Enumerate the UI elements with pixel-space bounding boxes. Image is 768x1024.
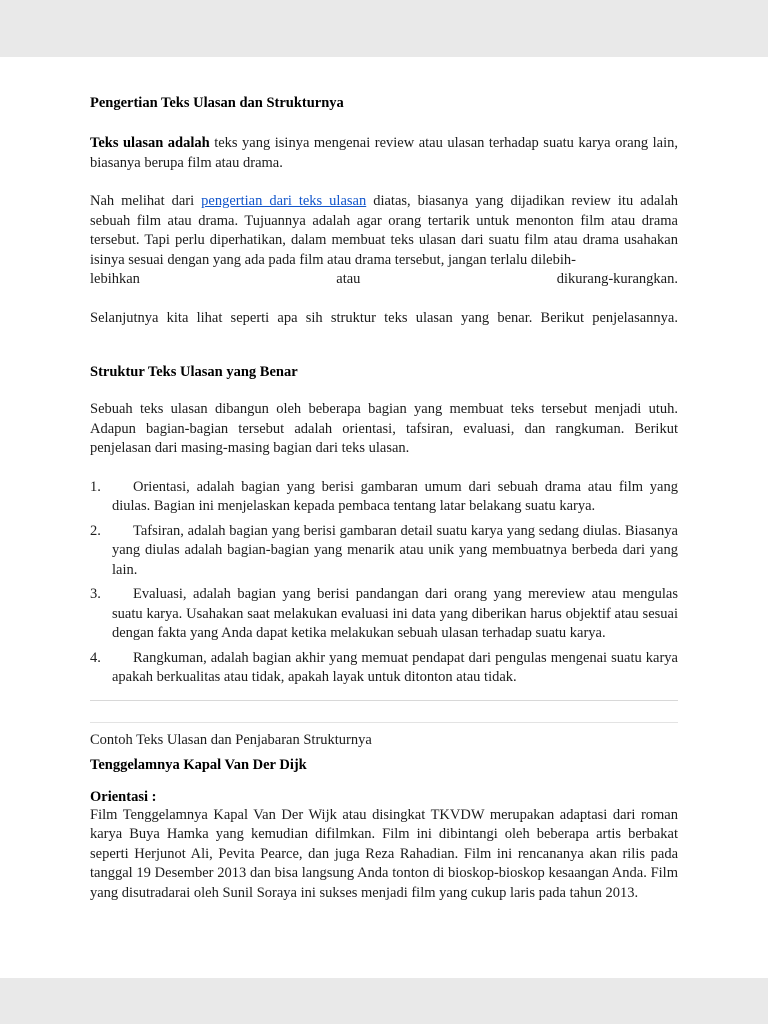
list-number: 3. <box>90 586 101 602</box>
section-divider <box>90 700 678 701</box>
structure-intro-paragraph: Sebuah teks ulasan dibangun oleh beberapa bagian yang membuat teks tersebut menjadi utuh. Adapun bagian-bagian tersebut adalah orientasi, tafsiran, evaluasi, dan rangkuman. Berikut penjelasan dari masing-masing bagian dari teks ulasan. <box>90 401 678 456</box>
pengertian-teks-ulasan-link[interactable]: pengertian dari teks ulasan <box>201 193 367 209</box>
p2-spread-word-1: lebihkan <box>90 271 140 287</box>
list-item-rangkuman <box>90 649 678 688</box>
list-item-evaluasi <box>90 585 678 644</box>
document-page <box>0 57 768 978</box>
list-text: Evaluasi, adalah bagian yang berisi pandangan dari orang yang mereview atau mengulas suatu karya. Usahakan saat melakukan evaluasi ini data yang diberikan harus objektif atau sesuai dengan fakta yang Anda dapat ketika melakukan sebuah ulasan terhadap suatu karya. <box>112 586 678 641</box>
structure-list <box>90 478 678 688</box>
list-number: 4. <box>90 649 101 666</box>
example-title: Tenggelamnya Kapal Van Der Dijk <box>90 756 307 773</box>
p2-spread-word-3: dikurang-kurangkan. <box>556 271 678 287</box>
list-number: 2. <box>90 522 101 539</box>
example-section-heading: Contoh Teks Ulasan dan Penjabaran Strukturnya <box>90 731 372 748</box>
intro-bold-lead: Teks ulasan adalah <box>90 135 210 151</box>
list-item-orientasi <box>90 478 678 517</box>
review-explanation-paragraph <box>90 192 678 270</box>
structure-section-heading: Struktur Teks Ulasan yang Benar <box>90 364 298 380</box>
example-orientasi-paragraph: Film Tenggelamnya Kapal Van Der Wijk atau disingkat TKVDW merupakan adaptasi dari roman karya Buya Hamka yang kemudian difilmkan. Film ini dibintangi oleh beberapa artis berbakat seperti Herjunot Ali, Pevita Pearce, dan juga Reza Rahadian. Film ini rencananya akan rilis pada tanggal 19 Desember 2013 dan bisa langsung Anda tonton di bioskop-bioskop kesaangan Anda. Film yang disutradarai oleh Sunil Soraya ini sukses menjadi film yang cukup laris pada tahun 2013. <box>90 806 678 901</box>
list-text: Tafsiran, adalah bagian yang berisi gambaran detail suatu karya yang sedang diulas. Biasanya yang diulas adalah bagian-bagian yang menarik atau unik yang membuatnya berbeda dari yang lain. <box>112 522 678 578</box>
p2-spread-word-2: atau <box>336 271 361 287</box>
list-text: Orientasi, adalah bagian yang berisi gambaran umum dari sebuah drama atau film yang diulas. Bagian ini menjelaskan kepada pembaca tentang latar belakang suatu karya. <box>112 478 678 514</box>
p2-text-after-link: diatas, biasanya yang dijadikan review itu adalah sebuah film atau drama. Tujuannya adalah agar orang tertarik untuk menonton film atau drama tersebut. Tapi perlu diperhatikan, dalam membuat teks ulasan dari suatu film atau drama usahakan isinya sesuai dengan yang ada pada film atau drama tersebut, jangan terlalu dilebih- <box>90 193 679 268</box>
orientasi-label: Orientasi : <box>90 788 157 805</box>
transition-paragraph: Selanjutnya kita lihat seperti apa sih struktur teks ulasan yang benar. Berikut penjelasannya. <box>90 309 678 326</box>
section-divider-secondary <box>90 722 678 723</box>
list-text: Rangkuman, adalah bagian akhir yang memuat pendapat dari pengulas mengenai suatu karya apakah berkualitas atau tidak, apakah layak untuk ditonton atau tidak. <box>112 649 678 685</box>
p2-text-before-link: Nah melihat dari <box>90 193 202 209</box>
list-number: 1. <box>90 478 101 495</box>
p2-justified-last-line <box>90 270 678 290</box>
document-title: Pengertian Teks Ulasan dan Strukturnya <box>90 95 344 111</box>
intro-paragraph <box>90 134 678 173</box>
list-item-tafsiran <box>90 522 678 581</box>
intro-text: teks yang isinya mengenai review atau ulasan terhadap suatu karya orang lain, biasanya berupa film atau drama. <box>90 135 678 171</box>
